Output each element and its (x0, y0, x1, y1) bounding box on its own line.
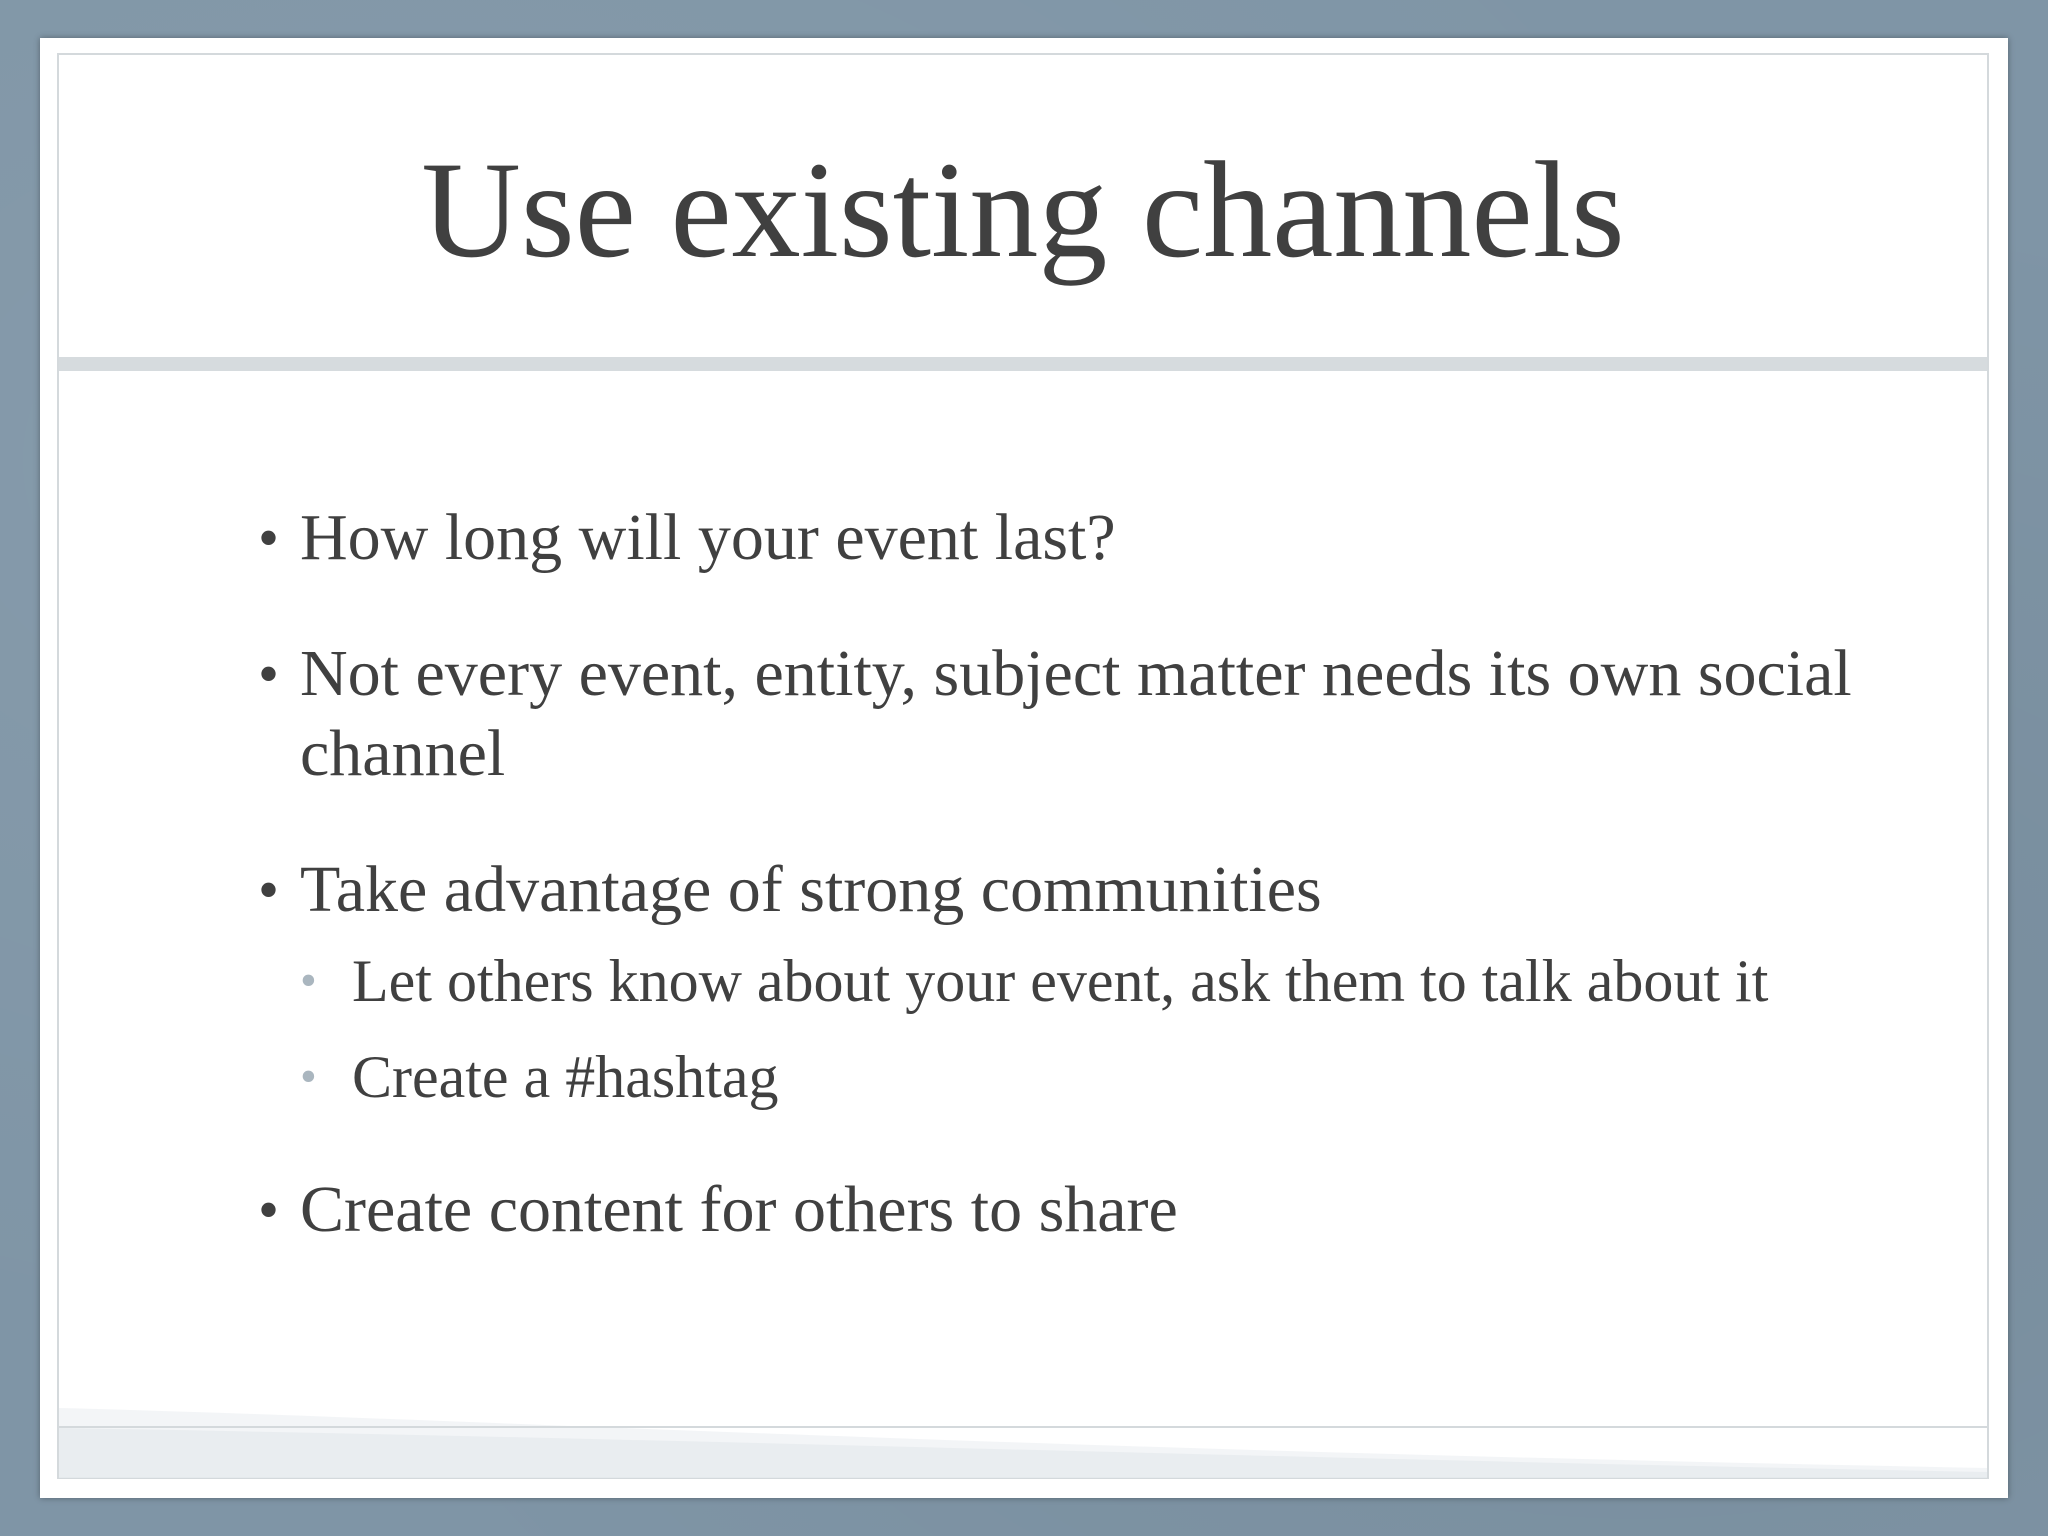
bullet-item (210, 634, 1870, 794)
sub-bullet-item (300, 944, 1870, 1018)
bullet-marker: • (258, 641, 280, 707)
bullet-text: How long will your event last? (300, 501, 1116, 574)
sub-bullet-list (300, 944, 1870, 1114)
sub-bullet-marker: • (300, 954, 317, 1007)
title-area (59, 55, 1987, 355)
bullet-marker: • (258, 505, 280, 571)
slide-body (210, 498, 1870, 1306)
title-divider (59, 357, 1987, 371)
slide-title: Use existing channels (421, 133, 1625, 286)
footer-swoosh-decoration (59, 1398, 1987, 1478)
sub-bullet-marker: • (300, 1050, 317, 1103)
bullet-list (210, 498, 1870, 1250)
bullet-item (210, 850, 1870, 1114)
sub-bullet-text: Create a #hashtag (352, 1044, 779, 1110)
bullet-marker: • (258, 1177, 280, 1243)
bullet-item (210, 498, 1870, 578)
bullet-text: Not every event, entity, subject matter needs its own social channel (300, 637, 1852, 790)
bullet-marker: • (258, 857, 280, 923)
sub-bullet-item (300, 1040, 1870, 1114)
sub-bullet-text: Let others know about your event, ask them to talk about it (352, 948, 1769, 1014)
footer-divider (59, 1426, 1987, 1428)
bullet-text: Create content for others to share (300, 1173, 1178, 1246)
bullet-text: Take advantage of strong communities (300, 853, 1322, 926)
slide (40, 38, 2008, 1498)
bullet-item (210, 1170, 1870, 1250)
